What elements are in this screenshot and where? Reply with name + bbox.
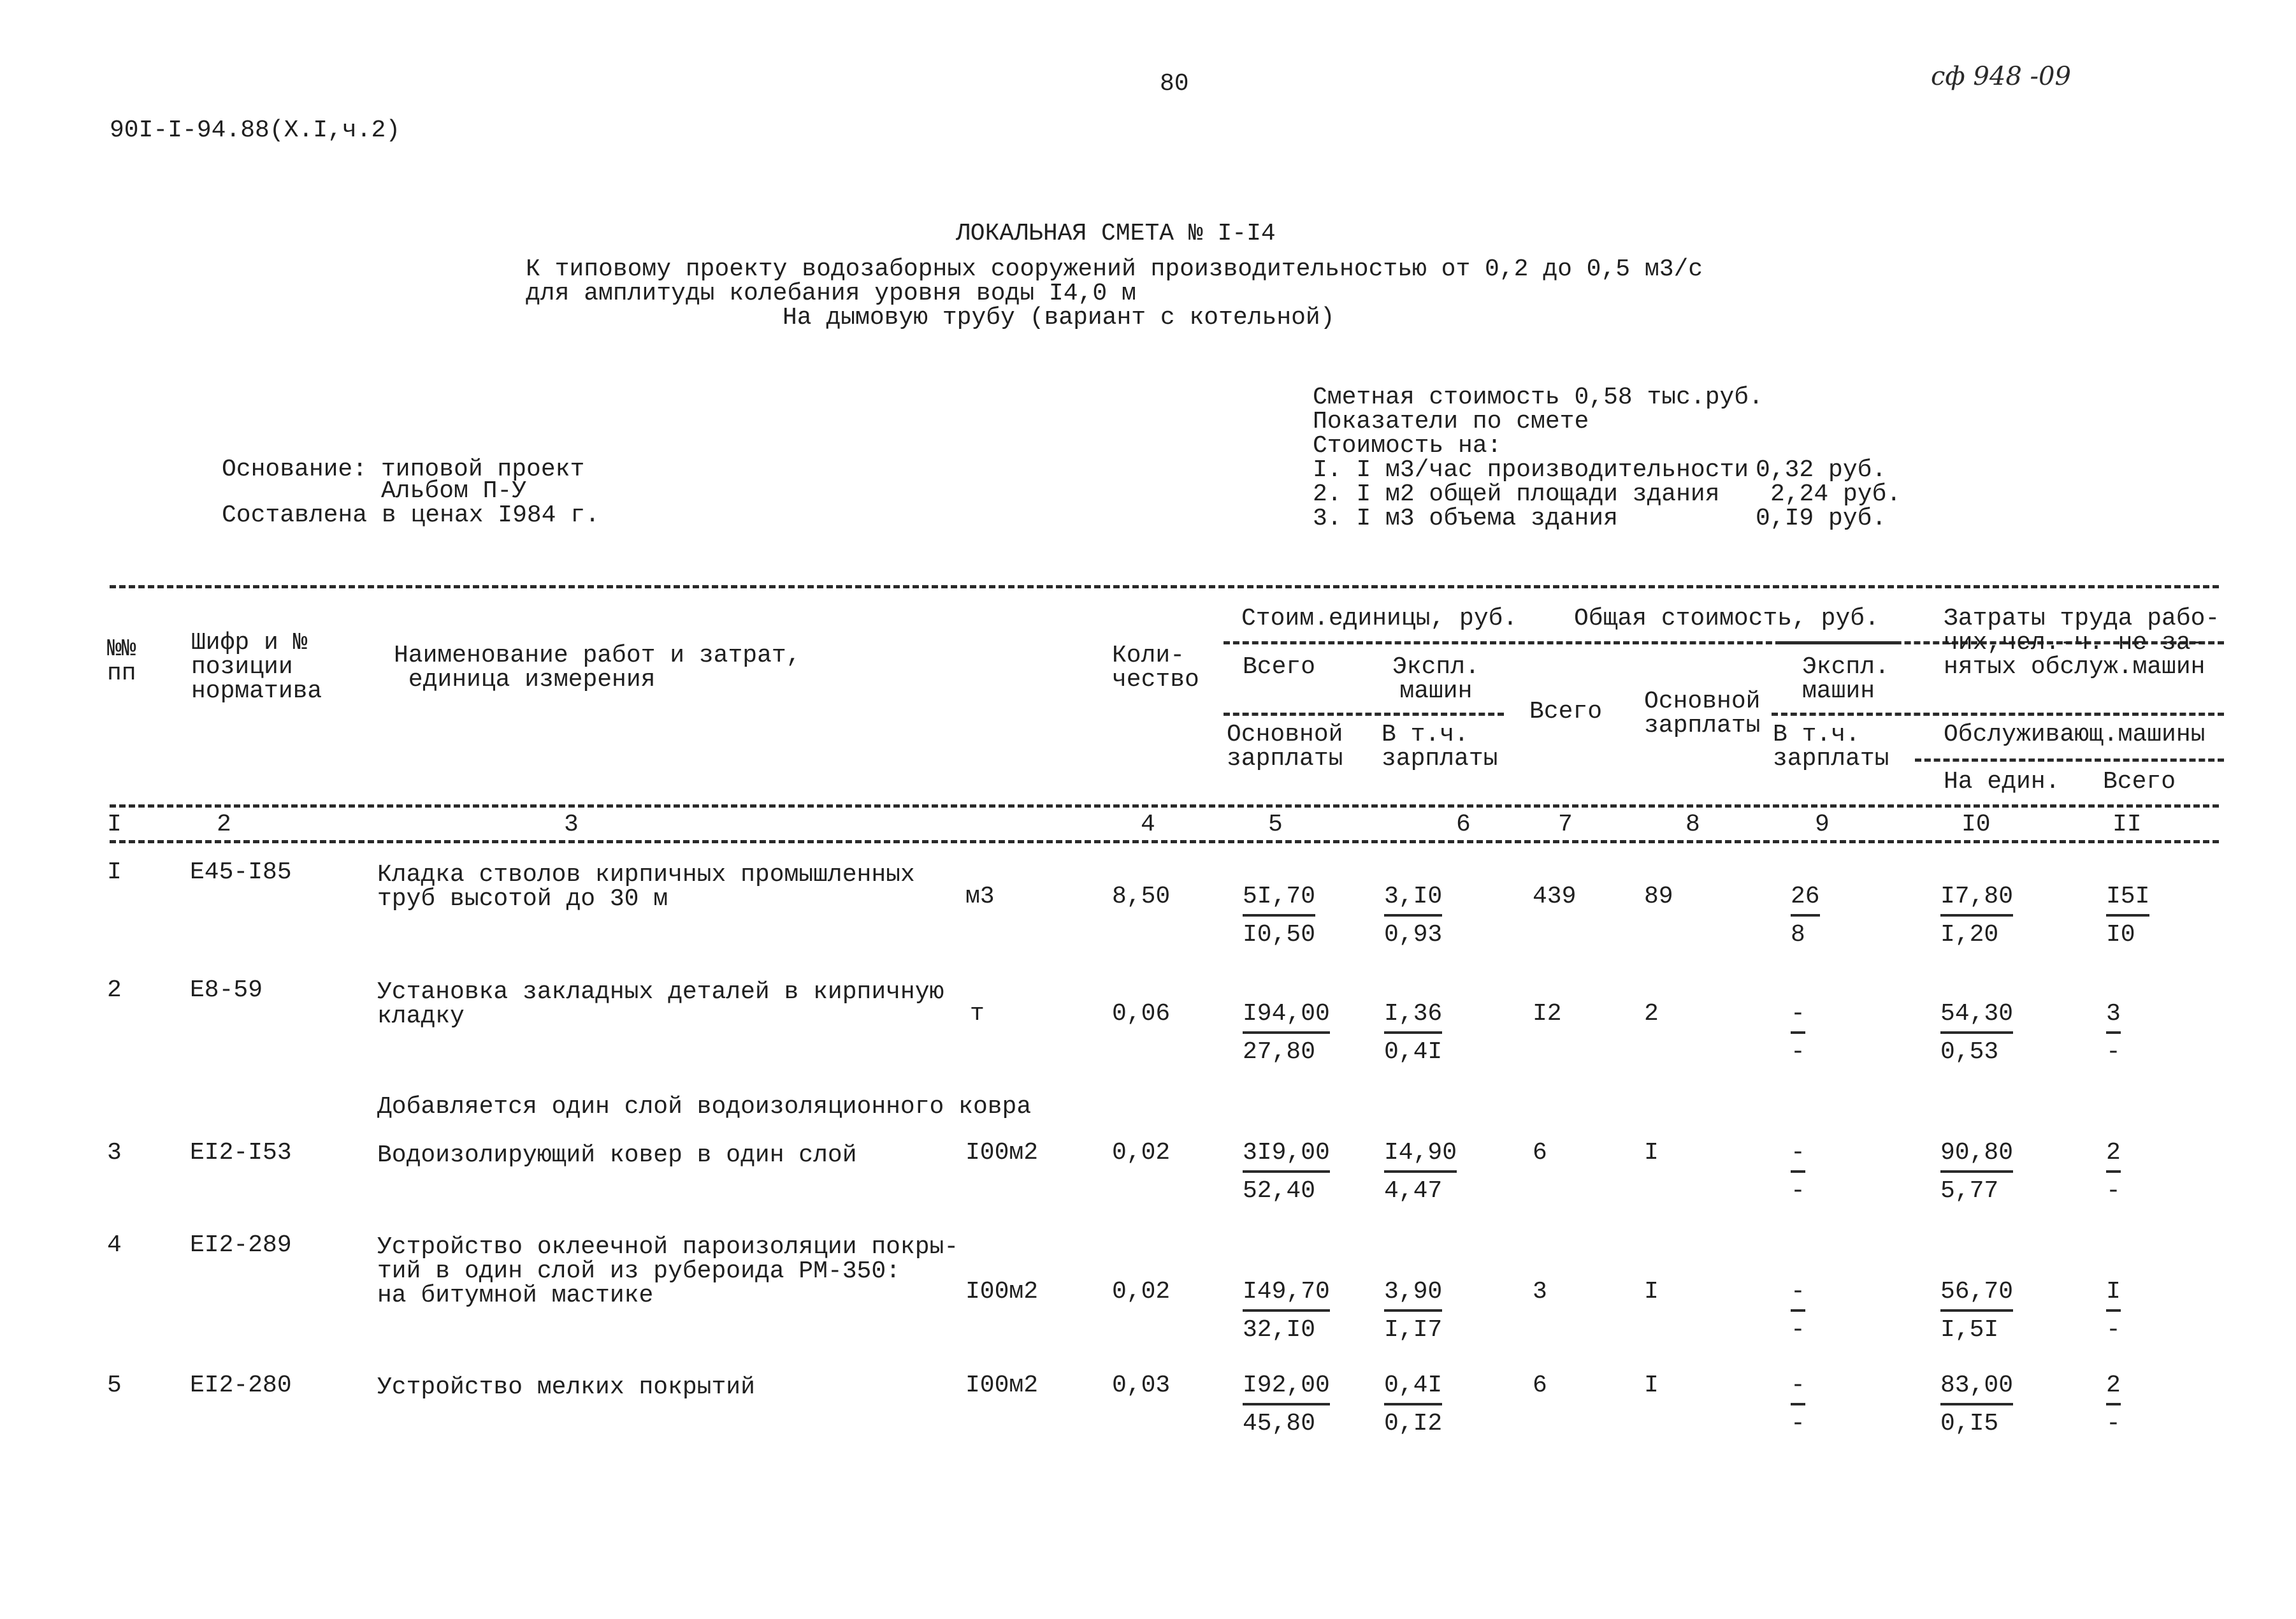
row-qty: 0,03	[1112, 1372, 1171, 1399]
fraction-bar	[1243, 1403, 1330, 1405]
row-name: Водоизолирующий ковер в один слой	[377, 1142, 857, 1169]
unit-cost-machines	[1384, 1374, 1442, 1436]
header-per-unit: На един.	[1944, 768, 2060, 795]
fraction-bar	[2106, 1309, 2121, 1312]
indicator-1-label: I. I м3/час производительности	[1313, 456, 1749, 484]
row-code: Е8-59	[190, 976, 263, 1004]
header-total-11: Всего	[2103, 768, 2176, 795]
indicator-3-label: 3. I м3 объема здания	[1313, 505, 1618, 532]
row-qty: 0,06	[1112, 1000, 1171, 1027]
header-machines-9: Экспл. машин	[1802, 653, 1889, 705]
value-bottom: -	[1791, 1410, 1805, 1437]
header-serving-machines: Обслуживающ.машины	[1944, 721, 2206, 748]
row-num: 3	[107, 1139, 122, 1166]
total-base-wage: I	[1644, 1278, 1659, 1305]
value-bottom: 4,47	[1384, 1177, 1443, 1205]
col-number-3: 3	[564, 811, 579, 838]
header-rule-2b	[1772, 713, 2224, 716]
value-top: I92,00	[1243, 1372, 1330, 1399]
header-all-7: Всего	[1529, 698, 1603, 725]
fraction-bar	[2106, 1403, 2121, 1405]
total-all: I2	[1533, 1000, 1562, 1027]
row-qty: 0,02	[1112, 1278, 1171, 1305]
col-number-7: 7	[1558, 811, 1573, 838]
value-bottom: 27,80	[1243, 1038, 1316, 1066]
total-machines	[1791, 1002, 1805, 1064]
labor-total	[2106, 885, 2149, 947]
header-num: №№ пп	[107, 635, 136, 687]
value-bottom: 5,77	[1940, 1177, 1999, 1205]
value-bottom: -	[1791, 1038, 1805, 1066]
header-incl-wage-9: В т.ч. зарплаты	[1773, 721, 1889, 773]
subtitle-line-2: для амплитуды колебания уровня воды I4,0 м	[526, 280, 1136, 307]
fraction-bar	[1791, 1031, 1805, 1034]
unit-cost-machines	[1384, 1002, 1442, 1064]
col-number-4: 4	[1141, 811, 1155, 838]
cost-on-label: Стоимость на:	[1313, 432, 1502, 460]
labor-total	[2106, 1141, 2121, 1203]
row-qty: 0,02	[1112, 1139, 1171, 1166]
unit-cost-all	[1243, 1141, 1330, 1203]
value-bottom: 0,93	[1384, 921, 1443, 948]
value-top: I49,70	[1243, 1278, 1330, 1305]
unit-cost-all	[1243, 1374, 1330, 1436]
header-all-5: Всего	[1243, 653, 1316, 681]
value-bottom: I0	[2106, 921, 2135, 948]
labor-per-unit	[1940, 1141, 2013, 1203]
header-base-wage-5: Основной зарплаты	[1227, 721, 1343, 773]
row-name: Устройство оклеечной пароизоляции покры- тий в один слой из рубероида РМ-350: на битумной мастике	[377, 1233, 959, 1309]
fraction-bar	[1384, 1031, 1442, 1034]
fraction-bar	[1940, 1031, 2013, 1034]
col-number-2: 2	[217, 811, 231, 838]
row-num: 5	[107, 1372, 122, 1399]
row-unit: м3	[965, 883, 995, 910]
fraction-bar	[2106, 914, 2149, 917]
fraction-bar	[2106, 1031, 2121, 1034]
value-bottom: 0,I5	[1940, 1410, 1999, 1437]
header-machines-6: Экспл. машин	[1392, 653, 1480, 705]
fraction-bar	[2106, 1170, 2121, 1173]
total-all: 3	[1533, 1278, 1547, 1305]
col-number-rule	[110, 840, 2219, 843]
value-top: 3,90	[1384, 1278, 1443, 1305]
row-unit: т	[970, 1000, 985, 1027]
labor-total	[2106, 1002, 2121, 1064]
table-top-rule	[110, 585, 2219, 588]
header-code: Шифр и № позиции норматива	[191, 629, 322, 705]
value-top: 2	[2106, 1372, 2121, 1399]
row-name: Устройство мелких покрытий	[377, 1374, 755, 1401]
value-top: I	[2106, 1278, 2121, 1305]
basis-project: типовой проект	[381, 456, 585, 483]
fraction-bar	[1384, 914, 1442, 917]
header-name: Наименование работ и затрат, единица измерения	[394, 642, 801, 693]
value-bottom: 0,53	[1940, 1038, 1999, 1066]
value-top: 0,4I	[1384, 1372, 1443, 1399]
page-number: 80	[1160, 70, 1189, 98]
total-machines	[1791, 1141, 1805, 1203]
estimated-cost: Сметная стоимость 0,58 тыс.руб.	[1313, 384, 1763, 411]
header-total-cost: Общая стоимость, руб.	[1574, 605, 1879, 632]
value-top: I94,00	[1243, 1000, 1330, 1027]
col-number-10: I0	[1961, 811, 1991, 838]
fraction-bar	[1384, 1170, 1457, 1173]
fraction-bar	[1384, 1309, 1442, 1312]
value-top: -	[1791, 1278, 1805, 1305]
row-unit: I00м2	[965, 1139, 1039, 1166]
added-layer-note: Добавляется один слой водоизоляционного ковра	[377, 1093, 1032, 1121]
indicator-3-value: 0,I9 руб.	[1756, 505, 1887, 532]
value-top: 5I,70	[1243, 883, 1316, 910]
row-num: 2	[107, 976, 122, 1004]
value-top: I,36	[1384, 1000, 1443, 1027]
header-incl-wage-6: В т.ч. зарплаты	[1382, 721, 1498, 773]
value-bottom: -	[2106, 1316, 2121, 1344]
row-num: I	[107, 859, 122, 886]
value-top: -	[1791, 1000, 1805, 1027]
value-bottom: 32,I0	[1243, 1316, 1316, 1344]
col-number-1: I	[107, 811, 122, 838]
value-top: 3	[2106, 1000, 2121, 1027]
value-top: 56,70	[1940, 1278, 2014, 1305]
value-top: -	[1791, 1372, 1805, 1399]
header-bottom-rule	[110, 804, 2219, 808]
value-bottom: 0,4I	[1384, 1038, 1443, 1066]
value-bottom: -	[2106, 1038, 2121, 1066]
labor-per-unit	[1940, 885, 2013, 947]
value-bottom: -	[1791, 1316, 1805, 1344]
fraction-bar	[1940, 914, 2013, 917]
unit-cost-all	[1243, 885, 1315, 947]
fraction-bar	[1243, 1031, 1330, 1034]
value-top: 3,I0	[1384, 883, 1443, 910]
value-bottom: 52,40	[1243, 1177, 1316, 1205]
row-unit: I00м2	[965, 1278, 1039, 1305]
value-bottom: I,5I	[1940, 1316, 1999, 1344]
value-top: 83,00	[1940, 1372, 2014, 1399]
value-top: I7,80	[1940, 883, 2014, 910]
value-bottom: -	[1791, 1177, 1805, 1205]
fraction-bar	[1243, 1170, 1330, 1173]
value-top: 54,30	[1940, 1000, 2014, 1027]
row-name: Кладка стволов кирпичных промышленных труб высотой до 30 м	[377, 861, 915, 913]
value-top: 3I9,00	[1243, 1139, 1330, 1166]
value-top: I4,90	[1384, 1139, 1457, 1166]
row-unit: I00м2	[965, 1372, 1039, 1399]
row-num: 4	[107, 1231, 122, 1259]
col-number-8: 8	[1686, 811, 1700, 838]
total-base-wage: I	[1644, 1139, 1659, 1166]
value-top: -	[1791, 1139, 1805, 1166]
col-number-9: 9	[1815, 811, 1830, 838]
value-bottom: 0,I2	[1384, 1410, 1443, 1437]
value-bottom: I,20	[1940, 921, 1999, 948]
basis-label: Основание:	[222, 456, 368, 483]
total-base-wage: 2	[1644, 1000, 1659, 1027]
fraction-bar	[1940, 1170, 2013, 1173]
subtitle-line-1: К типовому проекту водозаборных сооружений производительностью от 0,2 до 0,5 м3/с	[526, 256, 1703, 283]
value-bottom: -	[2106, 1410, 2121, 1437]
indicator-2-label: 2. I м2 общей площади здания	[1313, 481, 1720, 508]
unit-cost-machines	[1384, 1141, 1457, 1203]
fraction-bar	[1791, 1170, 1805, 1173]
indicator-2-value: 2,24 руб.	[1770, 481, 1902, 508]
total-all: 6	[1533, 1139, 1547, 1166]
header-rule-3	[1915, 759, 2224, 762]
subtitle-line-3: На дымовую трубу (вариант с котельной)	[783, 304, 1335, 331]
fraction-bar	[1791, 1403, 1805, 1405]
value-bottom: I,I7	[1384, 1316, 1443, 1344]
basis-album: Альбом П-У	[381, 477, 527, 505]
value-bottom: I0,50	[1243, 921, 1316, 948]
row-name: Установка закладных деталей в кирпичную кладку	[377, 978, 944, 1030]
row-code: ЕI2-I53	[190, 1139, 292, 1166]
col-number-5: 5	[1268, 811, 1283, 838]
fraction-bar	[1791, 1309, 1805, 1312]
unit-cost-all	[1243, 1002, 1330, 1064]
fraction-bar	[1940, 1309, 2013, 1312]
handwritten-reference: сф 948 -09	[1931, 62, 2071, 91]
indicators-label: Показатели по смете	[1313, 408, 1589, 435]
header-unit-cost: Стоим.единицы, руб.	[1241, 605, 1518, 632]
fraction-bar	[1791, 914, 1820, 917]
total-base-wage: 89	[1644, 883, 1673, 910]
header-qty: Коли- чество	[1112, 642, 1199, 693]
fraction-bar	[1384, 1403, 1442, 1405]
fraction-bar	[1243, 914, 1315, 917]
row-code: ЕI2-280	[190, 1372, 292, 1399]
col-number-11: II	[2112, 811, 2142, 838]
unit-cost-all	[1243, 1280, 1330, 1342]
row-qty: 8,50	[1112, 883, 1171, 910]
row-code: ЕI2-289	[190, 1231, 292, 1259]
labor-per-unit	[1940, 1374, 2013, 1436]
value-top: 90,80	[1940, 1139, 2014, 1166]
labor-per-unit	[1940, 1002, 2013, 1064]
total-all: 6	[1533, 1372, 1547, 1399]
value-top: I5I	[2106, 883, 2150, 910]
value-bottom: 45,80	[1243, 1410, 1316, 1437]
prices-year: Составлена в ценах I984 г.	[222, 502, 600, 529]
document-code: 90I-I-94.88(X.I,ч.2)	[110, 117, 401, 144]
labor-total	[2106, 1280, 2121, 1342]
value-bottom: 8	[1791, 921, 1805, 948]
col-number-6: 6	[1456, 811, 1471, 838]
unit-cost-machines	[1384, 1280, 1442, 1342]
value-bottom: -	[2106, 1177, 2121, 1205]
total-machines	[1791, 885, 1820, 947]
header-labor: Затраты труда рабо- чих,чел.-ч. не за- нятых обслуж.машин	[1944, 605, 2220, 681]
labor-per-unit	[1940, 1280, 2013, 1342]
fraction-bar	[1243, 1309, 1330, 1312]
value-top: 26	[1791, 883, 1820, 910]
header-base-wage-8: Основной зарплаты	[1644, 688, 1761, 739]
indicator-1-value: 0,32 руб.	[1756, 456, 1887, 484]
total-all: 439	[1533, 883, 1577, 910]
total-base-wage: I	[1644, 1372, 1659, 1399]
estimate-title: ЛОКАЛЬНАЯ СМЕТА № I-I4	[956, 220, 1276, 247]
labor-total	[2106, 1374, 2121, 1436]
row-code: Е45-I85	[190, 859, 292, 886]
fraction-bar	[1940, 1403, 2013, 1405]
header-rule-2	[1224, 713, 1504, 716]
value-top: 2	[2106, 1139, 2121, 1166]
unit-cost-machines	[1384, 885, 1442, 947]
total-machines	[1791, 1374, 1805, 1436]
total-machines	[1791, 1280, 1805, 1342]
